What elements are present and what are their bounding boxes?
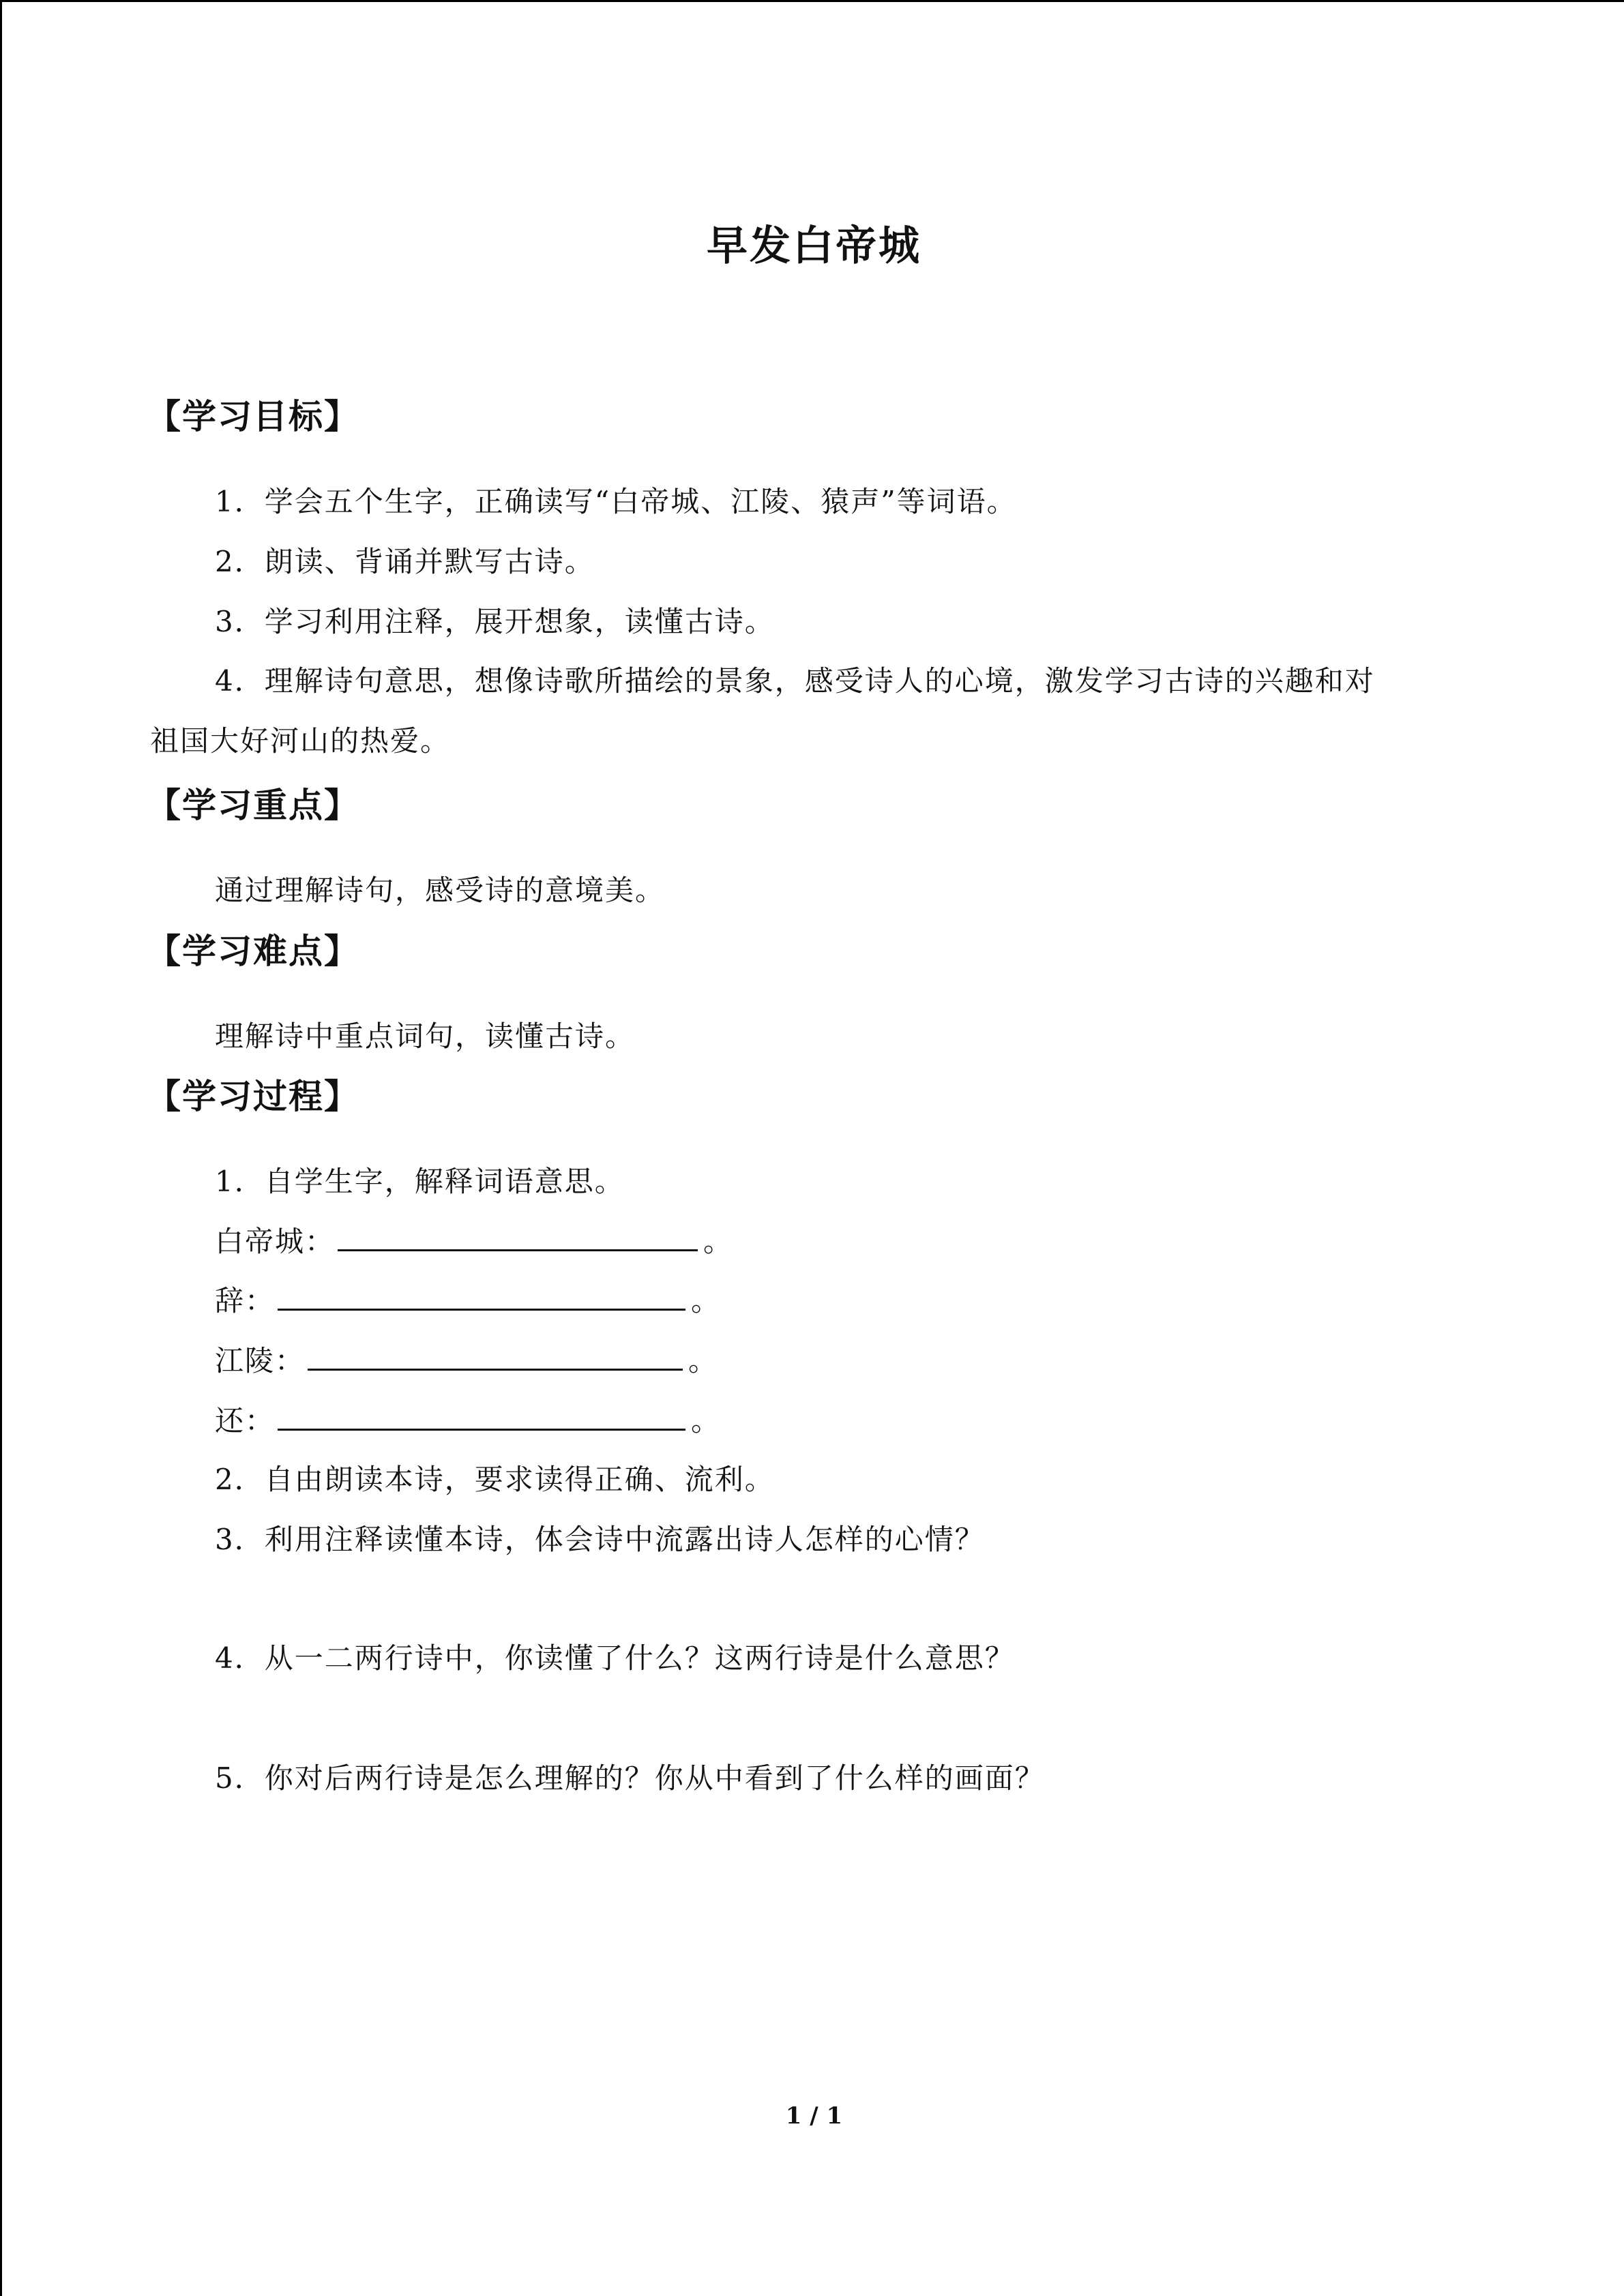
difficulties-text: 理解诗中重点词句，读懂古诗。 bbox=[215, 1019, 636, 1053]
term-row-jiangling bbox=[215, 1339, 718, 1380]
term-end-mark: 。 bbox=[703, 1225, 734, 1258]
term-row-ci bbox=[215, 1279, 721, 1320]
section-heading-goals: 【学习目标】 bbox=[147, 397, 359, 436]
page-number: 1 / 1 bbox=[785, 2102, 843, 2130]
answer-blank[interactable] bbox=[278, 1403, 685, 1431]
term-label: 辞： bbox=[215, 1284, 276, 1317]
goal-item-2: 2．朗读、背诵并默写古诗。 bbox=[215, 545, 595, 578]
term-end-mark: 。 bbox=[691, 1284, 722, 1317]
term-row-huan bbox=[215, 1399, 721, 1440]
key-points-text: 通过理解诗句，感受诗的意境美。 bbox=[215, 874, 666, 907]
process-step-4: 4．从一二两行诗中，你读懂了什么？这两行诗是什么意思？ bbox=[215, 1641, 1015, 1675]
answer-blank[interactable] bbox=[308, 1343, 683, 1371]
term-row-baidicheng bbox=[215, 1219, 733, 1260]
term-label: 江陵： bbox=[215, 1344, 306, 1377]
section-heading-process: 【学习过程】 bbox=[147, 1077, 359, 1116]
process-step-2: 2．自由朗读本诗，要求读得正确、流利。 bbox=[215, 1463, 775, 1496]
goal-item-1: 1．学会五个生字，正确读写“白帝城、江陵、猿声”等词语。 bbox=[215, 485, 1017, 518]
term-label: 还： bbox=[215, 1404, 276, 1437]
page-title: 早发白帝城 bbox=[707, 222, 921, 270]
goal-item-3: 3．学习利用注释，展开想象，读懂古诗。 bbox=[215, 605, 775, 638]
section-heading-key-points: 【学习重点】 bbox=[147, 786, 359, 825]
process-step-3: 3．利用注释读懂本诗，体会诗中流露出诗人怎样的心情？ bbox=[215, 1523, 985, 1556]
term-end-mark: 。 bbox=[688, 1344, 719, 1377]
process-step-5: 5．你对后两行诗是怎么理解的？你从中看到了什么样的画面？ bbox=[215, 1761, 1045, 1795]
term-end-mark: 。 bbox=[691, 1404, 722, 1437]
process-step-1: 1．自学生字，解释词语意思。 bbox=[215, 1165, 625, 1198]
answer-blank[interactable] bbox=[278, 1283, 685, 1311]
term-label: 白帝城： bbox=[215, 1225, 336, 1258]
section-heading-difficulties: 【学习难点】 bbox=[147, 931, 359, 971]
answer-blank[interactable] bbox=[338, 1223, 698, 1251]
goal-item-4: 4．理解诗句意思，想像诗歌所描绘的景象，感受诗人的心境，激发学习古诗的兴趣和对 bbox=[215, 664, 1375, 698]
goal-item-4-continuation: 祖国大好河山的热爱。 bbox=[150, 724, 451, 758]
